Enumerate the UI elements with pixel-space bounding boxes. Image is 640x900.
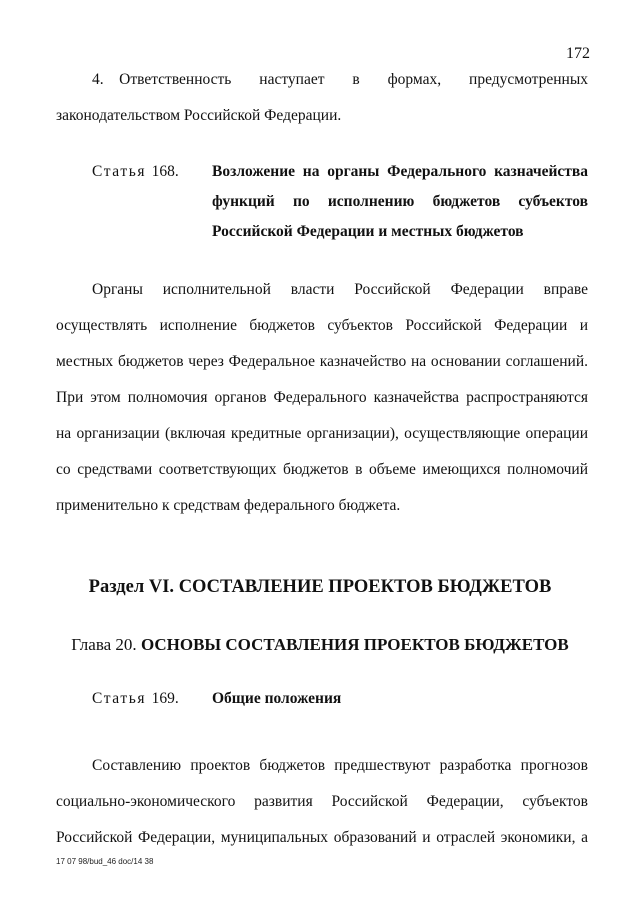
section-prefix: Раздел VI. <box>88 577 175 597</box>
article-168-title: Возложение на органы Федерального казначейства функций по исполнению бюджетов субъектов Российской Федерации и местных бюджетов <box>212 163 588 240</box>
chapter-heading <box>0 630 640 660</box>
chapter-prefix: Глава 20. <box>71 635 137 654</box>
section-title: СОСТАВЛЕНИЕ ПРОЕКТОВ БЮДЖЕТОВ <box>178 577 552 597</box>
article-168-label-number: 168. <box>151 163 179 180</box>
chapter-title: ОСНОВЫ СОСТАВЛЕНИЯ ПРОЕКТОВ БЮДЖЕТОВ <box>140 635 569 654</box>
article-168-body: Органы исполнительной власти Российской Федерации вправе осуществлять исполнение бюджетов субъектов Российской Федерации и местных бюджетов через Федеральное казначейство на основании соглашений. При этом полномочия органов Федерального казначейства распространяются на организации (включая кредитные организации), осуществляющие операции со средствами соответствующих бюджетов в объеме имеющихся полномочий применительно к средствам федерального бюджета. <box>56 281 588 514</box>
article-169-title: Общие положения <box>212 690 342 707</box>
article-168-label-word: Статья <box>92 163 147 180</box>
article-169-body: Составлению проектов бюджетов предшествуют разработка прогнозов социально-экономического развития Российской Федерации, субъектов Российской Федерации, муниципальных образований и отраслей экономики, а <box>56 757 588 846</box>
article-169-label <box>92 684 179 714</box>
article-169-label-number: 169. <box>151 690 179 707</box>
article-169-label-word: Статья <box>92 690 147 707</box>
section-heading <box>0 572 640 602</box>
item-4-paragraph: 4. Ответственность наступает в формах, предусмотренных законодательством Российской Федерации. <box>56 71 588 124</box>
article-168-label <box>92 157 179 187</box>
file-footer: 17 07 98/bud_46 doc/14 38 <box>56 857 154 866</box>
page-number: 172 <box>566 45 590 62</box>
